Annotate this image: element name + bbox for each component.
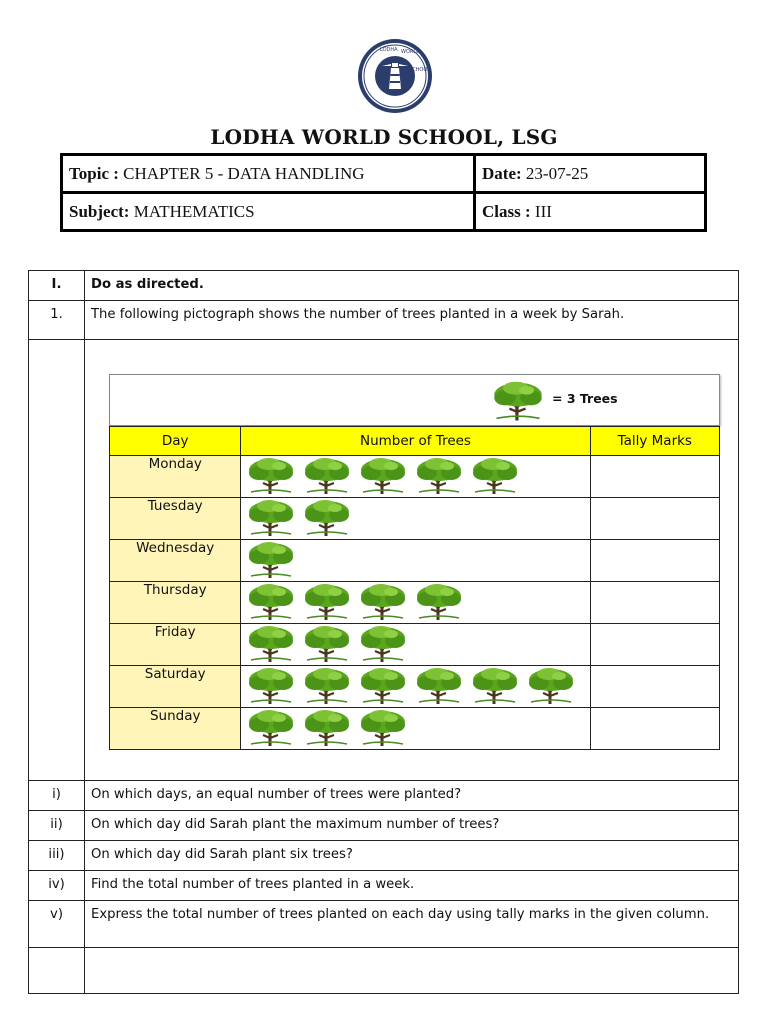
subject-cell: [62, 193, 475, 231]
trees-cell: [241, 582, 590, 624]
pictograph-key-text: = 3 Trees: [552, 391, 618, 406]
subject-value: MATHEMATICS: [133, 201, 255, 221]
pictograph-row: [110, 498, 720, 540]
class-label: Class :: [482, 201, 531, 221]
tree-icon: [357, 624, 409, 662]
tree-icon: [301, 666, 353, 704]
section-instruction: Do as directed.: [85, 271, 739, 301]
questions-table: [28, 270, 739, 994]
section-number: I.: [29, 271, 85, 301]
topic-cell: [62, 155, 475, 193]
svg-text:WORLD: WORLD: [401, 49, 420, 55]
day-cell: Saturday: [110, 666, 241, 708]
question-text: The following pictograph shows the number of trees planted in a week by Sarah.: [85, 301, 739, 340]
tally-cell: [590, 540, 719, 582]
tree-icon: [245, 666, 297, 704]
tally-cell: [590, 498, 719, 540]
sub-question-number: i): [29, 781, 85, 811]
class-cell: [475, 193, 706, 231]
tree-icon: [357, 582, 409, 620]
topic-value: CHAPTER 5 - DATA HANDLING: [123, 163, 365, 183]
trees-cell: [241, 666, 590, 708]
header-info-table: [60, 153, 707, 232]
tree-icon: [469, 666, 521, 704]
day-header: Day: [110, 427, 241, 456]
trees-cell: [241, 540, 590, 582]
answer-space: [85, 948, 739, 994]
trees-header: Number of Trees: [241, 427, 590, 456]
tree-icon: [301, 624, 353, 662]
day-cell: Sunday: [110, 708, 241, 750]
trees-cell: [241, 498, 590, 540]
school-name: LODHA WORLD SCHOOL, LSG: [210, 125, 558, 149]
trees-cell: [241, 624, 590, 666]
tree-icon: [301, 582, 353, 620]
day-cell: Friday: [110, 624, 241, 666]
tree-icon: [357, 666, 409, 704]
day-cell: Wednesday: [110, 540, 241, 582]
pictograph-row: [110, 456, 720, 498]
tree-icon: [245, 708, 297, 746]
tally-cell: [590, 582, 719, 624]
school-logo: [356, 37, 434, 115]
sub-question-text: On which day did Sarah plant six trees?: [85, 841, 739, 871]
tree-icon: [301, 498, 353, 536]
tree-icon: [357, 456, 409, 494]
pictograph-row: [110, 624, 720, 666]
tree-icon: [245, 624, 297, 662]
pictograph-table: [109, 426, 720, 750]
question-number: 1.: [29, 301, 85, 340]
tally-cell: [590, 666, 719, 708]
sub-question-text: On which days, an equal number of trees were planted?: [85, 781, 739, 811]
trees-cell: [241, 708, 590, 750]
pictograph-key: [109, 374, 720, 426]
tree-icon: [245, 456, 297, 494]
sub-question-text: Find the total number of trees planted in a week.: [85, 871, 739, 901]
tree-icon: [413, 456, 465, 494]
pictograph-cell: [85, 340, 739, 781]
sub-question-text: On which day did Sarah plant the maximum number of trees?: [85, 811, 739, 841]
tally-cell: [590, 456, 719, 498]
tree-icon: [490, 379, 546, 421]
topic-label: Topic :: [69, 163, 119, 183]
blank-number-cell: [29, 948, 85, 994]
sub-question-number: iv): [29, 871, 85, 901]
tally-cell: [590, 708, 719, 750]
tree-icon: [245, 498, 297, 536]
trees-cell: [241, 456, 590, 498]
tree-icon: [245, 540, 297, 578]
pictograph-row: [110, 540, 720, 582]
tree-icon: [357, 708, 409, 746]
day-cell: Tuesday: [110, 498, 241, 540]
day-cell: Monday: [110, 456, 241, 498]
tally-header: Tally Marks: [590, 427, 719, 456]
date-cell: [475, 155, 706, 193]
blank-number-cell: [29, 340, 85, 781]
day-cell: Thursday: [110, 582, 241, 624]
tree-icon: [525, 666, 577, 704]
pictograph-row: [110, 708, 720, 750]
pictograph-row: [110, 666, 720, 708]
tree-icon: [245, 582, 297, 620]
tree-icon: [301, 708, 353, 746]
svg-text:LODHA: LODHA: [380, 47, 398, 53]
pictograph-row: [110, 582, 720, 624]
tally-cell: [590, 624, 719, 666]
class-value: III: [534, 201, 552, 221]
tree-icon: [469, 456, 521, 494]
svg-text:SCHOOL: SCHOOL: [409, 67, 431, 73]
subject-label: Subject:: [69, 201, 130, 221]
tree-icon: [413, 582, 465, 620]
sub-question-number: ii): [29, 811, 85, 841]
date-value: 23-07-25: [525, 163, 589, 183]
tree-icon: [301, 456, 353, 494]
sub-question-text: Express the total number of trees planted on each day using tally marks in the given column.: [85, 901, 739, 948]
sub-question-number: v): [29, 901, 85, 948]
sub-question-number: iii): [29, 841, 85, 871]
tree-icon: [413, 666, 465, 704]
date-label: Date:: [482, 163, 522, 183]
